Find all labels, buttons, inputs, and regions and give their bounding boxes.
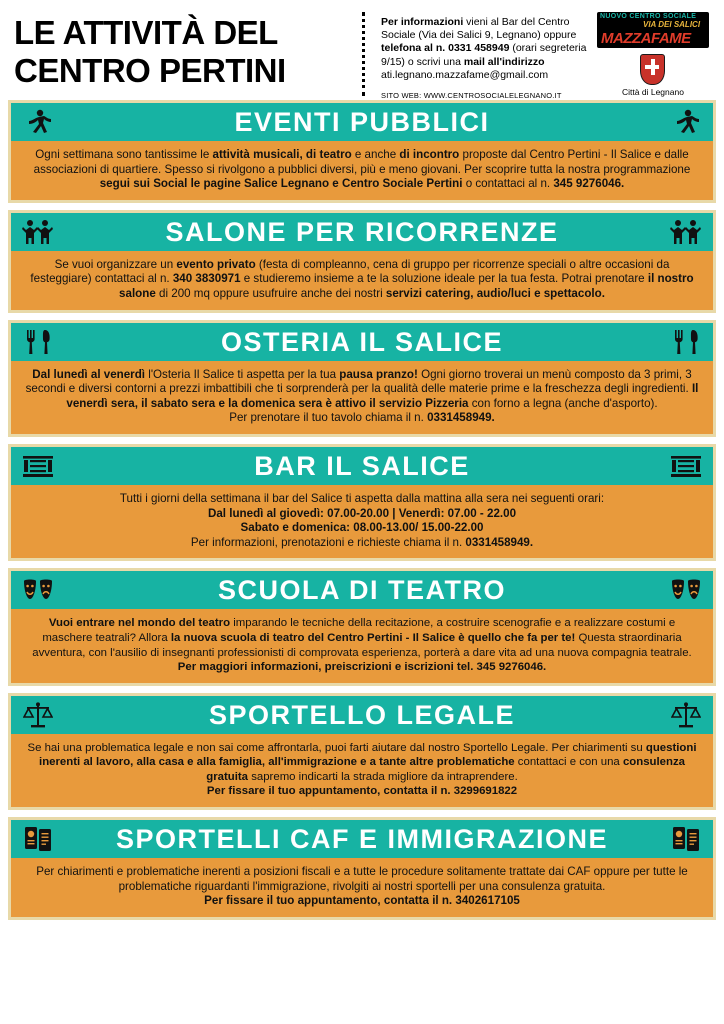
passport-document-icon (669, 824, 703, 854)
scales-of-justice-icon (21, 700, 55, 730)
people-celebrating-icon (669, 217, 703, 247)
section-title-legale: SPORTELLO LEGALE (208, 699, 515, 730)
people-celebrating-icon (21, 217, 55, 247)
mazzafame-logo (597, 12, 709, 48)
section-header-bar (11, 447, 713, 485)
cutlery-icon (669, 327, 703, 357)
section-osteria (8, 320, 716, 437)
theatre-masks-icon (21, 575, 55, 605)
section-body-bar: Tutti i giorni della settimana il bar del Salice ti aspetta dalla mattina alla sera nei seguenti orari: Dal lunedì al giovedì: 07.00-20.00 | Venerdì: 07.00 - 22.00 Sabato e domenica: 08.00-13.00/ 15.00-22.00 Per informazioni, prenotazioni e richieste chiama il n. 0331458949. (119, 491, 605, 549)
person-dancing-icon (21, 107, 55, 137)
mazzafame-logo-line3: MAZZAFAME (601, 30, 691, 47)
section-salone (8, 210, 716, 313)
section-title-osteria: OSTERIA IL SALICE (220, 326, 504, 357)
comune-logo (622, 54, 684, 97)
section-body-osteria: Dal lunedì al venerdì l'Osteria Il Salice ti aspetta per la tua pausa pranzo! Ogni giorno troverai un menù composto da 3 primi, 3 secondi e diversi contorni a prezzi imbattibili che ti sorprenderà per la qualità delle materie prime e la freschezza degli ingredienti. Il venerdì sera, il sabato sera e la domenica sera è attivo il servizio Pizzeria con forno a legna (anche d'asporto). Per prenotare il tuo tavolo chiama il n. 0331458949. (25, 367, 699, 425)
title-line-1: LE ATTIVITÀ DEL (14, 14, 278, 51)
mazzafame-logo-line2: VIA DEI SALICI (643, 20, 701, 29)
bar-counter-icon (21, 451, 55, 481)
section-title-teatro: SCUOLA DI TEATRO (218, 575, 506, 606)
section-title-eventi: EVENTI PUBBLICI (234, 107, 490, 137)
passport-document-icon (21, 824, 55, 854)
section-body-caf: Per chiarimenti e problematiche inerenti a posizioni fiscali e a tutte le procedure solitamente trattate dai CAF oppure per tutte le problematiche riguardanti l'immigrazione, rivolgiti ai nostri sportelli per una consulenza gratuita. Per fissare il tuo appuntamento, contatta il n. 3402617105 (36, 865, 688, 908)
section-body-teatro: Vuoi entrare nel mondo del teatro imparando le tecniche della recitazione, a costruire scenografie e a realizzare costumi e maschere teatrali? Allora la nuova scuola di teatro del Centro Pertini - Il Salice è quello che fa per te! Questa straordinaria avventura, con l'ausilio di insegnanti professionisti di comprovata esperienza, porterà a dare vita ad una nuova compagnia teatrale. Per maggiori informazioni, preiscrizioni e iscrizioni tel. 345 9276046. (32, 617, 692, 674)
section-body-eventi: Ogni settimana sono tantissime le attività musicali, di teatro e anche di incontro proposte dal Centro Pertini - Il Salice e dalle associazioni di quartiere. Spesso si rivolgono a pubblici diversi, più e meno giovani. Per scoprire tutta la nostra programmazione segui sui Social le pagine Salice Legnano e Centro Sociale Pertini o contattaci al n. 345 9276046. (33, 148, 691, 191)
section-body-salone: Se vuoi organizzare un evento privato (festa di compleanno, cena di gruppo per ricorrenze speciali o altre occasioni da festeggiare) contattaci al n. 340 3830971 e studieremo insieme a te la soluzione ideale per la tua festa. Potrai prenotare il nostro salone di 200 mq oppure usufruire anche dei nostri servizi catering, audio/luci e spettacolo. (30, 257, 694, 300)
cutlery-icon (21, 327, 55, 357)
section-header-osteria (11, 323, 713, 361)
section-title-salone: SALONE PER RICORRENZE (165, 216, 559, 247)
bar-counter-icon (669, 451, 703, 481)
section-title-bar: BAR IL SALICE (254, 450, 470, 481)
contact-info-block (381, 10, 594, 102)
theatre-masks-icon (669, 575, 703, 605)
section-legale (8, 693, 716, 810)
section-title-caf: SPORTELLI CAF E IMMIGRAZIONE (116, 824, 608, 855)
section-header-caf (11, 820, 713, 858)
section-teatro (8, 568, 716, 685)
section-body-legale: Se hai una problematica legale e non sai come affrontarla, puoi farti aiutare dal nostro Sportello Legale. Per chiarimenti su questioni inerenti al lavoro, alla casa e alla famiglia, all'immigrazione e a tante altre problematiche contattaci e con una consulenza gratuita sapremo indicarti la strada migliore da intraprendere. Per fissare il tuo appuntamento, contatta il n. 3299691822 (27, 741, 697, 798)
person-dancing-icon (669, 107, 703, 137)
mazzafame-logo-line1: NUOVO CENTRO SOCIALE (600, 13, 697, 20)
website-line: SITO WEB: WWW.CENTROSOCIALELEGNANO.IT (381, 91, 562, 101)
section-bar (8, 444, 716, 561)
logos-block (594, 10, 712, 97)
contact-info-text: Per informazioni vieni al Bar del Centro Sociale (Via dei Salici 9, Legnano) oppure telefona al n. 0331 458949 (orari segreteria 9/15) o scrivi una mail all'indirizzo ati.legnano.mazzafame@gmail.com (381, 16, 587, 81)
poster-header (8, 8, 716, 100)
section-header-salone (11, 213, 713, 251)
section-caf (8, 817, 716, 920)
section-header-eventi (11, 103, 713, 141)
title-line-2: CENTRO PERTINI (14, 52, 286, 89)
section-header-legale (11, 696, 713, 734)
sections-list (8, 100, 716, 920)
shield-cross-icon (640, 54, 665, 85)
dotted-divider (362, 12, 373, 96)
section-header-teatro (11, 571, 713, 609)
poster-title (14, 10, 354, 90)
scales-of-justice-icon (669, 700, 703, 730)
section-eventi (8, 100, 716, 203)
comune-label: Città di Legnano (622, 87, 684, 97)
